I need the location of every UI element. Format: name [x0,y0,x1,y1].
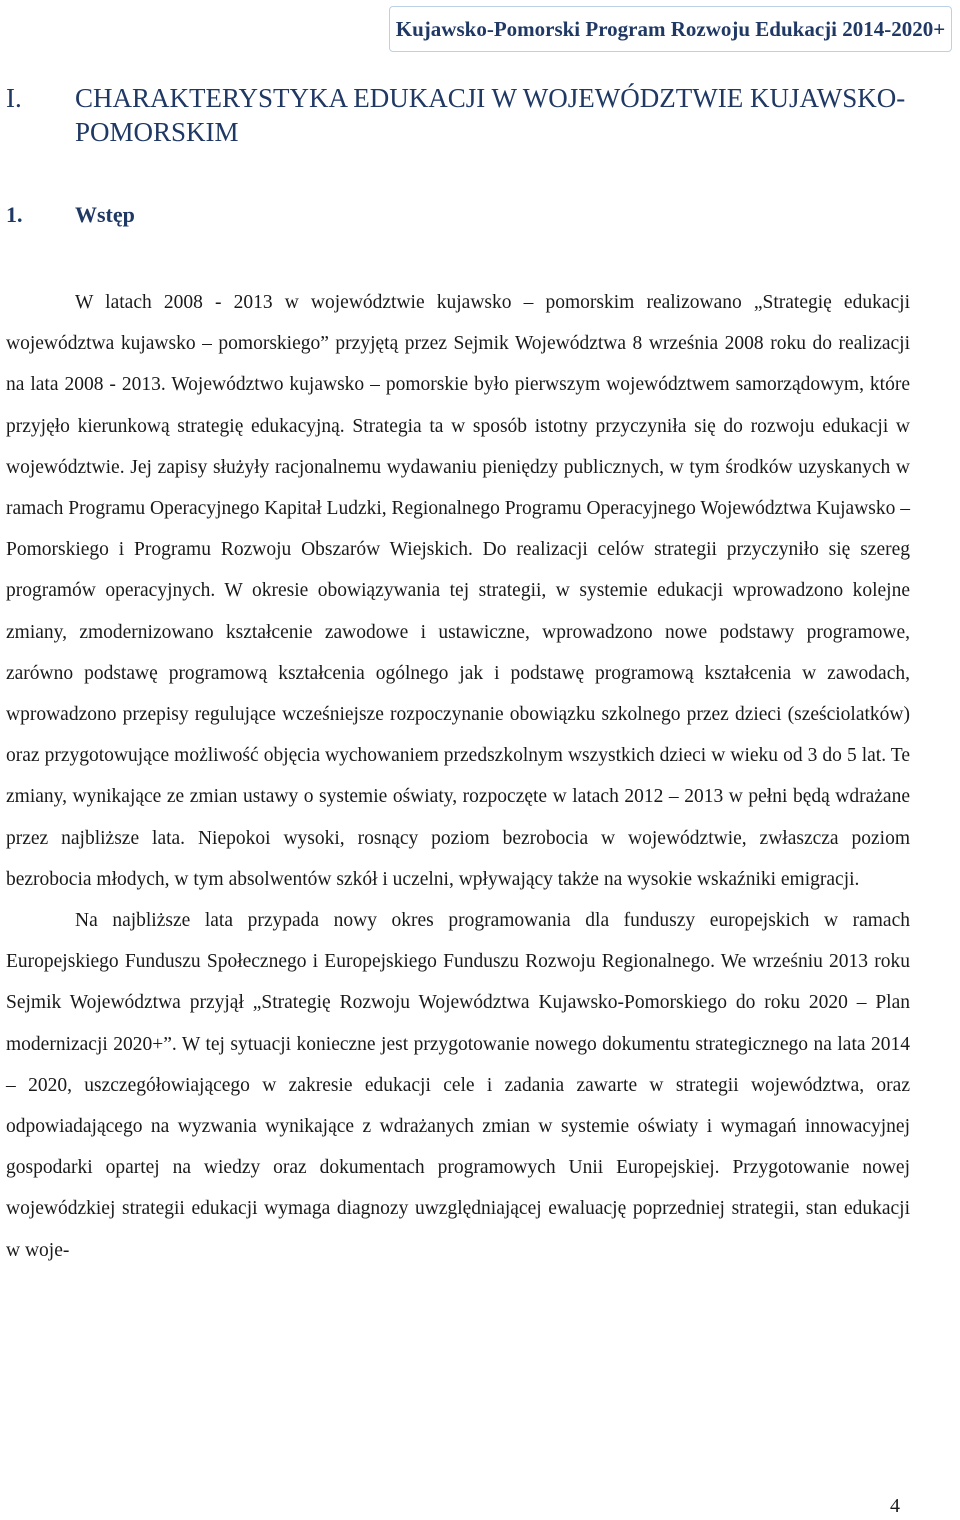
chapter-heading [6,81,906,149]
body-text [6,282,910,1271]
running-header [389,6,952,52]
chapter-title: CHARAKTERYSTYKA EDUKACJI W WOJEWÓDZTWIE KUJAWSKO-POMORSKIM [75,83,906,147]
paragraph: Na najbliższe lata przypada nowy okres programowania dla funduszy europejskich w ramach Europejskiego Funduszu Społecznego i Europejskiego Funduszu Rozwoju Regionalnego. We wrześniu 2013 roku Sejmik Województwa przyjął „Strategię Rozwoju Województwa Kujawsko-Pomorskiego do roku 2020 – Plan modernizacji 2020+”. W tej sytuacji konieczne jest przygotowanie nowego dokumentu strategicznego na lata 2014 – 2020, uszczegółowiającego w zakresie edukacji cele i zadania zawarte w strategii województwa, oraz odpowiadającego na wyzwania wynikające z wdrażanych zmian w systemie oświaty i wymagań innowacyjnej gospodarki opartej na wiedzy oraz dokumentach programowych Unii Europejskiej. Przygotowanie nowej wojewódzkiej strategii edukacji wymaga diagnozy uwzględniającej ewaluację poprzedniej strategii, stan edukacji w woje- [6,910,910,1261]
page-number: 4 [890,1495,900,1517]
running-header-title: Kujawsko-Pomorski Program Rozwoju Edukacji 2014-2020+ [395,16,946,41]
paragraph: W latach 2008 - 2013 w województwie kujawsko – pomorskim realizowano „Strategię edukacji województwa kujawsko – pomorskiego” przyjętą przez Sejmik Województwa 8 września 2008 roku do realizacji na lata 2008 - 2013. Województwo kujawsko – pomorskie było pierwszym województwem samorządowym, które przyjęło kierunkową strategię edukacyjną. Strategia ta w sposób istotny przyczyniła się do rozwoju edukacji w województwie. Jej zapisy służyły racjonalnemu wydawaniu pieniędzy publicznych, w tym środków uzyskanych w ramach Programu Operacyjnego Kapitał Ludzki, Regionalnego Programu Operacyjnego Województwa Kujawsko – Pomorskiego i Programu Rozwoju Obszarów Wiejskich. Do realizacji celów strategii przyczyniło się szereg programów operacyjnych. W okresie obowiązywania tej strategii, w systemie edukacji wprowadzono kolejne zmiany, zmodernizowano kształcenie zawodowe i ustawiczne, wprowadzono nowe podstawy programowe, zarówno podstawę programową kształcenia ogólnego jak i podstawę programową kształcenia w zawodach, wprowadzono przepisy regulujące wcześniejsze rozpoczynanie obowiązku szkolnego przez dzieci (sześciolatków) oraz przygotowujące możliwość objęcia wychowaniem przedszkolnym wszystkich dzieci w wieku od 3 do 5 lat. Te zmiany, wynikające ze zmian ustawy o systemie oświaty, rozpoczęte w latach 2012 – 2013 w pełni będą wdrażane przez najbliższe lata. Niepokoi wysoki, rosnący poziom bezrobocia w województwie, zwłaszcza poziom bezrobocia młodych, w tym absolwentów szkół i uczelni, wpływający także na wysokie wskaźniki emigracji. [6,292,911,890]
section-title: Wstęp [75,202,135,227]
section-number: 1. [6,202,23,227]
chapter-number: I. [6,83,22,113]
